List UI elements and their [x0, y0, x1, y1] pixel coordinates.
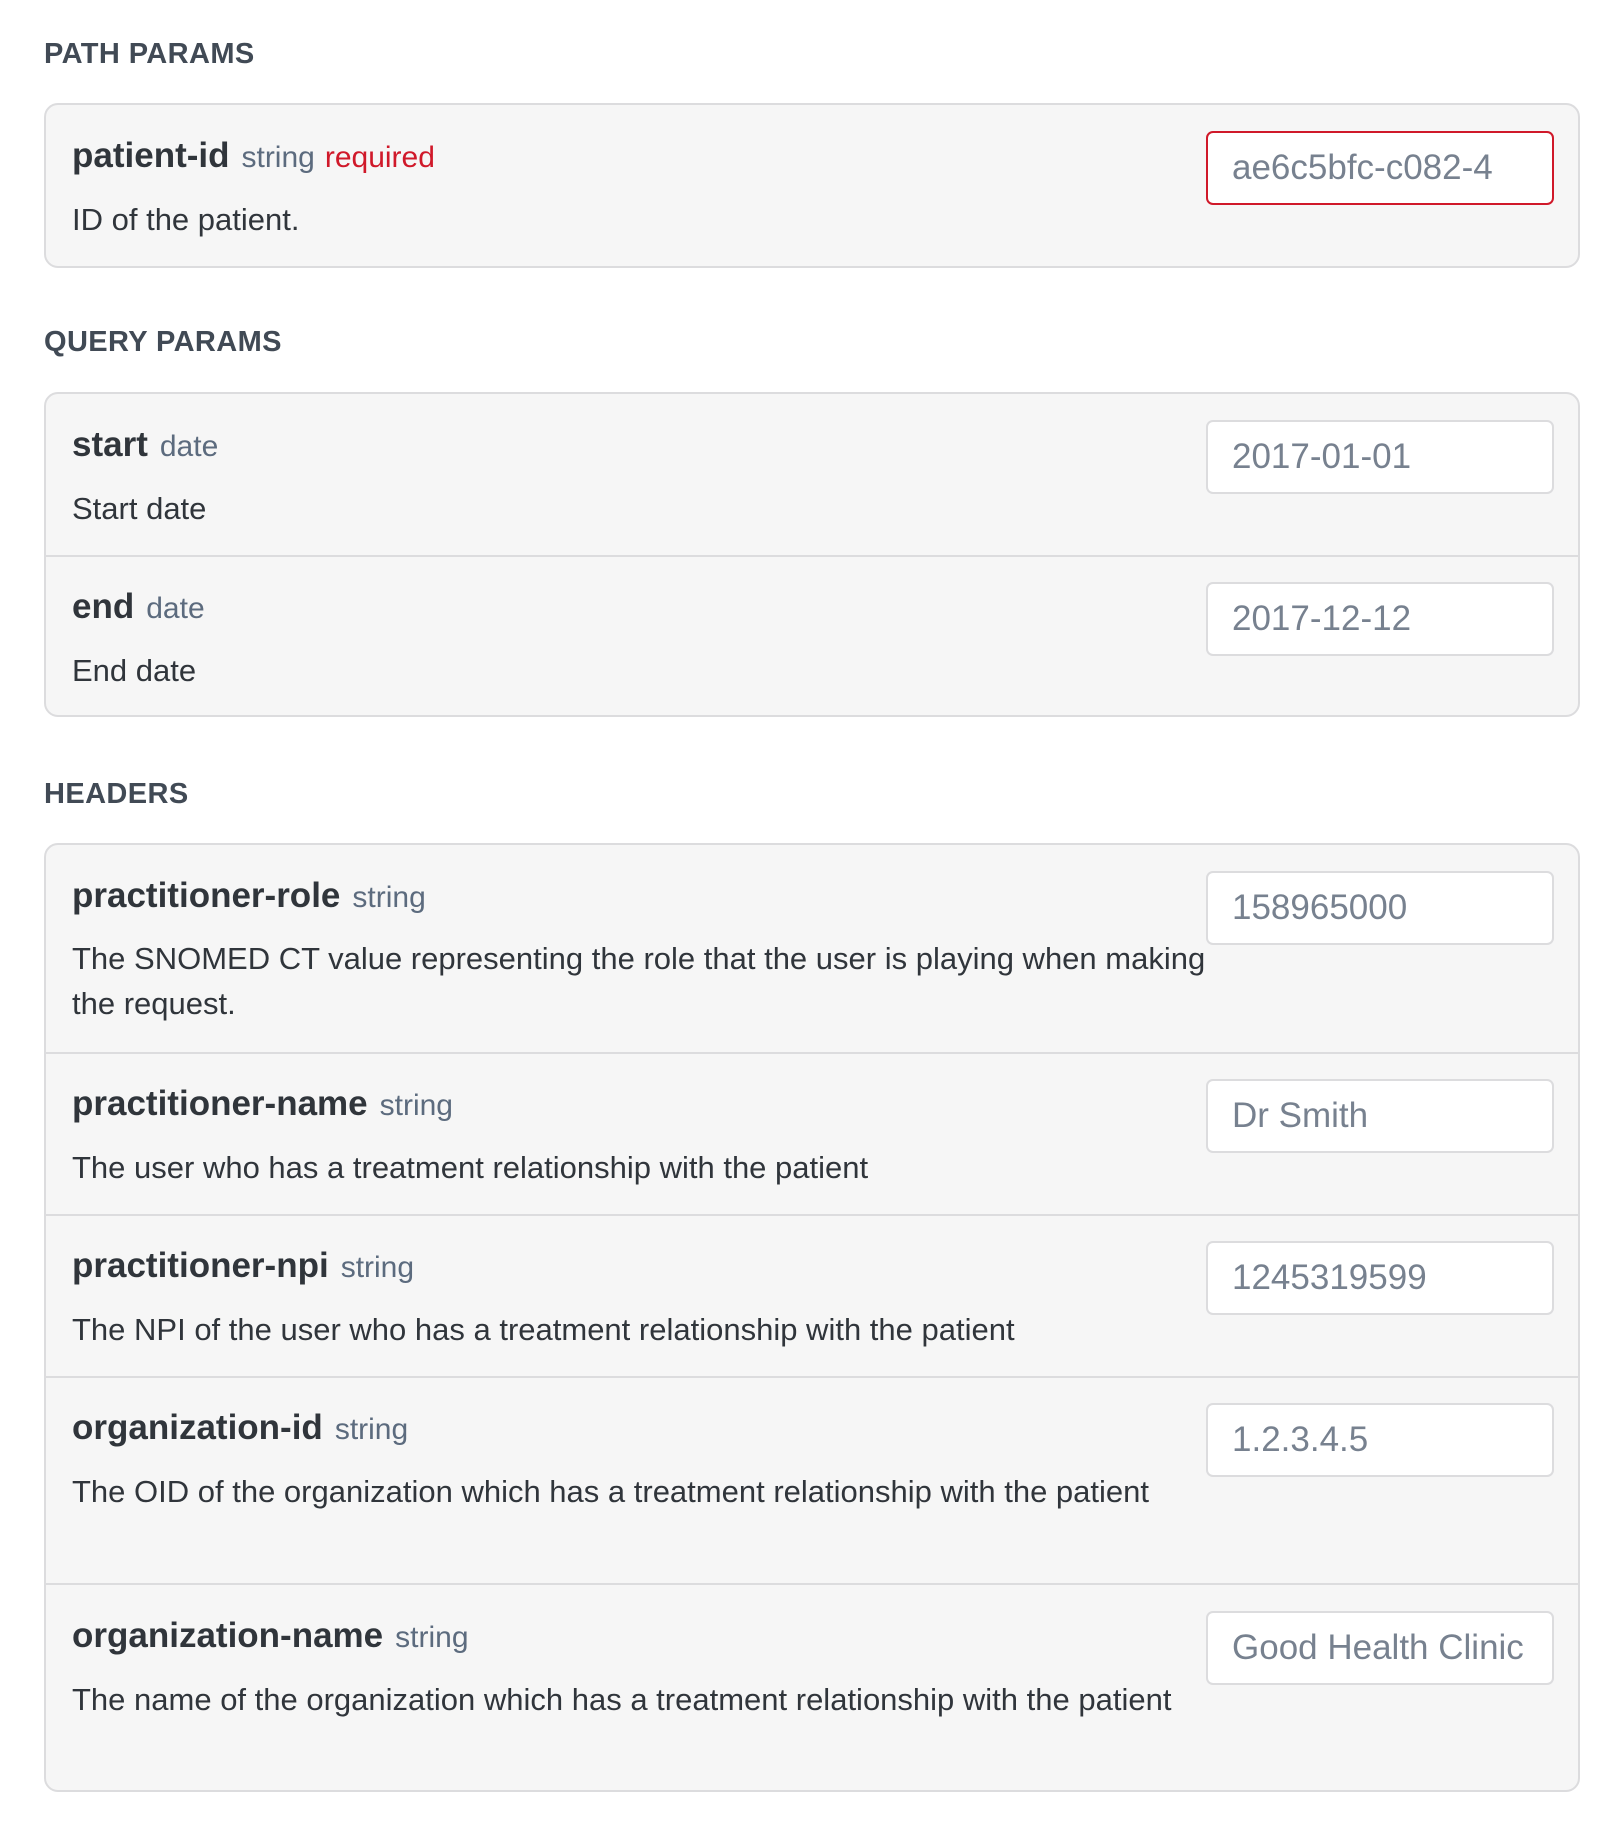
- param-type: date: [146, 592, 205, 625]
- param-name: practitioner-npi: [72, 1246, 329, 1285]
- param-header: [72, 876, 426, 923]
- patient-id-input[interactable]: [1206, 131, 1554, 205]
- param-header: [72, 1246, 414, 1293]
- organization-id-input[interactable]: [1206, 1403, 1554, 1477]
- param-description: Start date: [72, 491, 207, 526]
- param-name: start: [72, 425, 148, 464]
- required-badge: required: [324, 141, 435, 174]
- path-params-group: [44, 103, 1580, 268]
- param-row: [46, 1052, 1578, 1214]
- param-description: End date: [72, 653, 197, 688]
- end-date-input[interactable]: [1206, 582, 1554, 656]
- path-params-title: PATH PARAMS: [44, 38, 255, 70]
- query-params-group: [44, 392, 1580, 717]
- param-type: string: [241, 141, 315, 174]
- param-header: [72, 136, 435, 183]
- param-row: [46, 555, 1578, 715]
- param-description: The NPI of the user who has a treatment relationship with the patient: [72, 1312, 1015, 1347]
- param-header: [72, 1616, 469, 1663]
- param-header: [72, 425, 218, 472]
- practitioner-npi-input[interactable]: [1206, 1241, 1554, 1315]
- param-name: practitioner-role: [72, 876, 341, 915]
- param-type: string: [352, 881, 426, 914]
- param-description: The SNOMED CT value representing the role that the user is playing when making the request.: [72, 941, 1206, 1021]
- param-name: patient-id: [72, 136, 230, 175]
- param-row: [46, 1583, 1578, 1790]
- practitioner-name-input[interactable]: [1206, 1079, 1554, 1153]
- param-description: The user who has a treatment relationship with the patient: [72, 1150, 869, 1185]
- headers-title: HEADERS: [44, 778, 189, 810]
- param-name: organization-id: [72, 1408, 323, 1447]
- param-description: The OID of the organization which has a treatment relationship with the patient: [72, 1474, 1149, 1509]
- param-type: string: [395, 1621, 469, 1654]
- param-type: string: [334, 1413, 409, 1446]
- param-header: [72, 587, 205, 634]
- headers-group: [44, 843, 1580, 1792]
- start-date-input[interactable]: [1206, 420, 1554, 494]
- param-name: organization-name: [72, 1616, 384, 1655]
- param-row: [46, 1376, 1578, 1583]
- param-type: string: [379, 1089, 453, 1122]
- query-params-title: QUERY PARAMS: [44, 326, 282, 358]
- param-name: end: [72, 587, 135, 626]
- param-type: date: [159, 430, 219, 463]
- param-description: The name of the organization which has a treatment relationship with the patient: [72, 1682, 1172, 1717]
- param-row: [46, 394, 1578, 555]
- param-header: [72, 1084, 453, 1131]
- param-row: [46, 1214, 1578, 1376]
- param-name: practitioner-name: [72, 1084, 368, 1123]
- param-row: [46, 845, 1578, 1052]
- param-type: string: [340, 1251, 415, 1284]
- param-description: ID of the patient.: [72, 202, 300, 237]
- param-header: [72, 1408, 408, 1455]
- param-row: [46, 105, 1578, 266]
- organization-name-input[interactable]: [1206, 1611, 1554, 1685]
- practitioner-role-input[interactable]: [1206, 871, 1554, 945]
